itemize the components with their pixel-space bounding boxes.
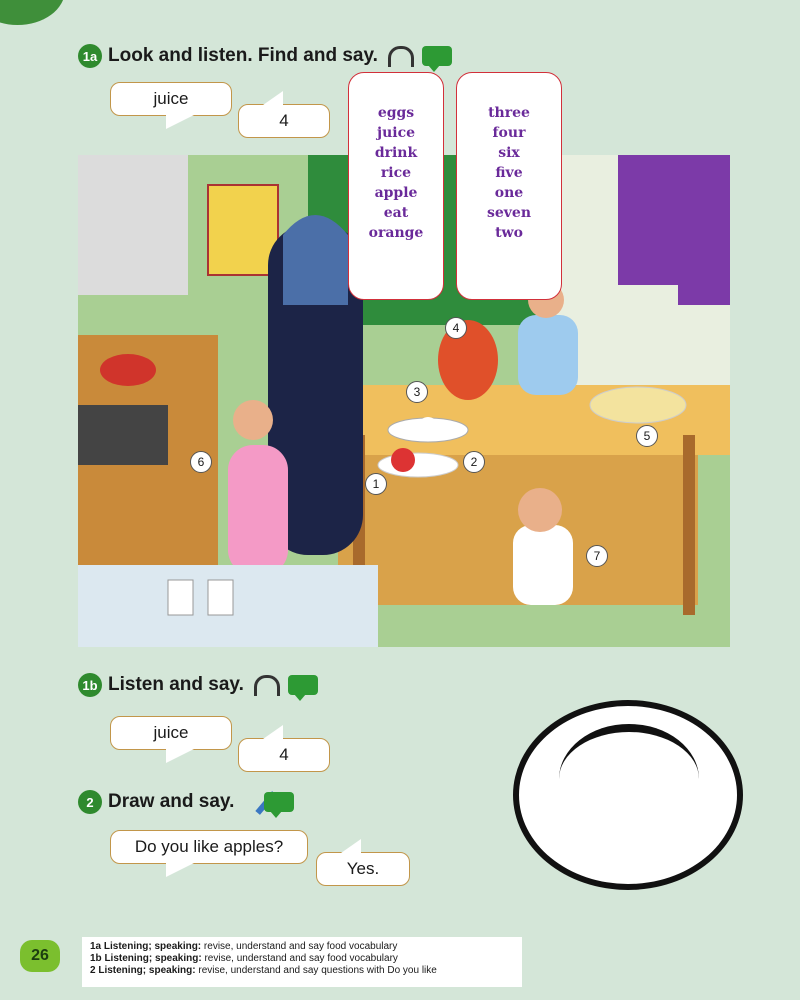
answer-text: Yes. [346,859,380,878]
footer-line-1b [90,953,514,965]
section-1a-title: Look and listen. Find and say. [108,45,378,66]
scene-number-2: 2 [463,451,485,473]
footer-line-2 [90,965,514,977]
number-word-item: two [495,225,523,241]
empty-plate-drawing[interactable] [513,700,743,890]
bubble-number-text: 4 [279,111,289,130]
number-word-item: three [488,105,530,121]
scene-number-6: 6 [190,451,212,473]
number-word-item: one [494,185,524,201]
footer-line-1a [90,941,514,953]
bubble-word-text: juice [153,723,189,742]
word-item: eggs [377,105,415,121]
scene-number-3: 3 [406,381,428,403]
footer-label: Listening; speaking: [98,965,196,976]
scene-number-5: 5 [636,425,658,447]
food-word-list [348,72,444,300]
word-item: rice [380,165,412,181]
bubble-question [110,830,308,864]
bubble-word-1a [110,82,232,116]
number-word-item: seven [486,205,531,221]
section-1a-heading [78,44,452,68]
speech-bubble-icon [264,792,294,812]
footer-text: revise, understand and say food vocabulary [203,941,398,952]
footer-code: 2 [90,965,96,976]
word-item: juice [377,125,415,141]
question-text: Do you like apples? [134,837,284,856]
section-2-heading [78,790,294,814]
speech-bubble-icon [422,46,452,66]
number-word-item: six [498,145,520,161]
number-word-item: four [492,125,526,141]
footer-notes [82,937,522,987]
word-item: drink [374,145,418,161]
bubble-word-text: juice [153,89,189,108]
bubble-number-text: 4 [279,745,289,764]
bubble-number-1b [238,738,330,772]
section-2-badge: 2 [78,790,102,814]
plate-rim [559,724,699,834]
scene-number-7: 7 [586,545,608,567]
headphones-icon [388,46,414,67]
word-item: orange [368,225,424,241]
word-item: apple [374,185,418,201]
footer-text: revise, understand and say food vocabulary [204,953,398,964]
bubble-answer [316,852,410,886]
section-1b-heading [78,673,318,697]
footer-label: Listening; speaking: [103,941,202,952]
footer-text: revise, understand and say questions with Do you like [198,965,437,976]
section-1b-title: Listen and say. [108,674,244,695]
number-word-list [456,72,562,300]
speech-bubble-icon [288,675,318,695]
footer-code: 1b [90,953,102,964]
section-2-title: Draw and say. [108,791,235,812]
corner-decoration [0,0,65,25]
number-word-item: five [495,165,523,181]
headphones-icon [254,675,280,696]
page-number: 26 [20,940,60,972]
footer-code: 1a [90,941,102,952]
footer-label: Listening; speaking: [104,953,202,964]
word-item: eat [383,205,409,221]
bubble-word-1b [110,716,232,750]
bubble-number-1a [238,104,330,138]
scene-number-1: 1 [365,473,387,495]
section-1b-badge: 1b [78,673,102,697]
scene-number-4: 4 [445,317,467,339]
section-1a-badge: 1a [78,44,102,68]
